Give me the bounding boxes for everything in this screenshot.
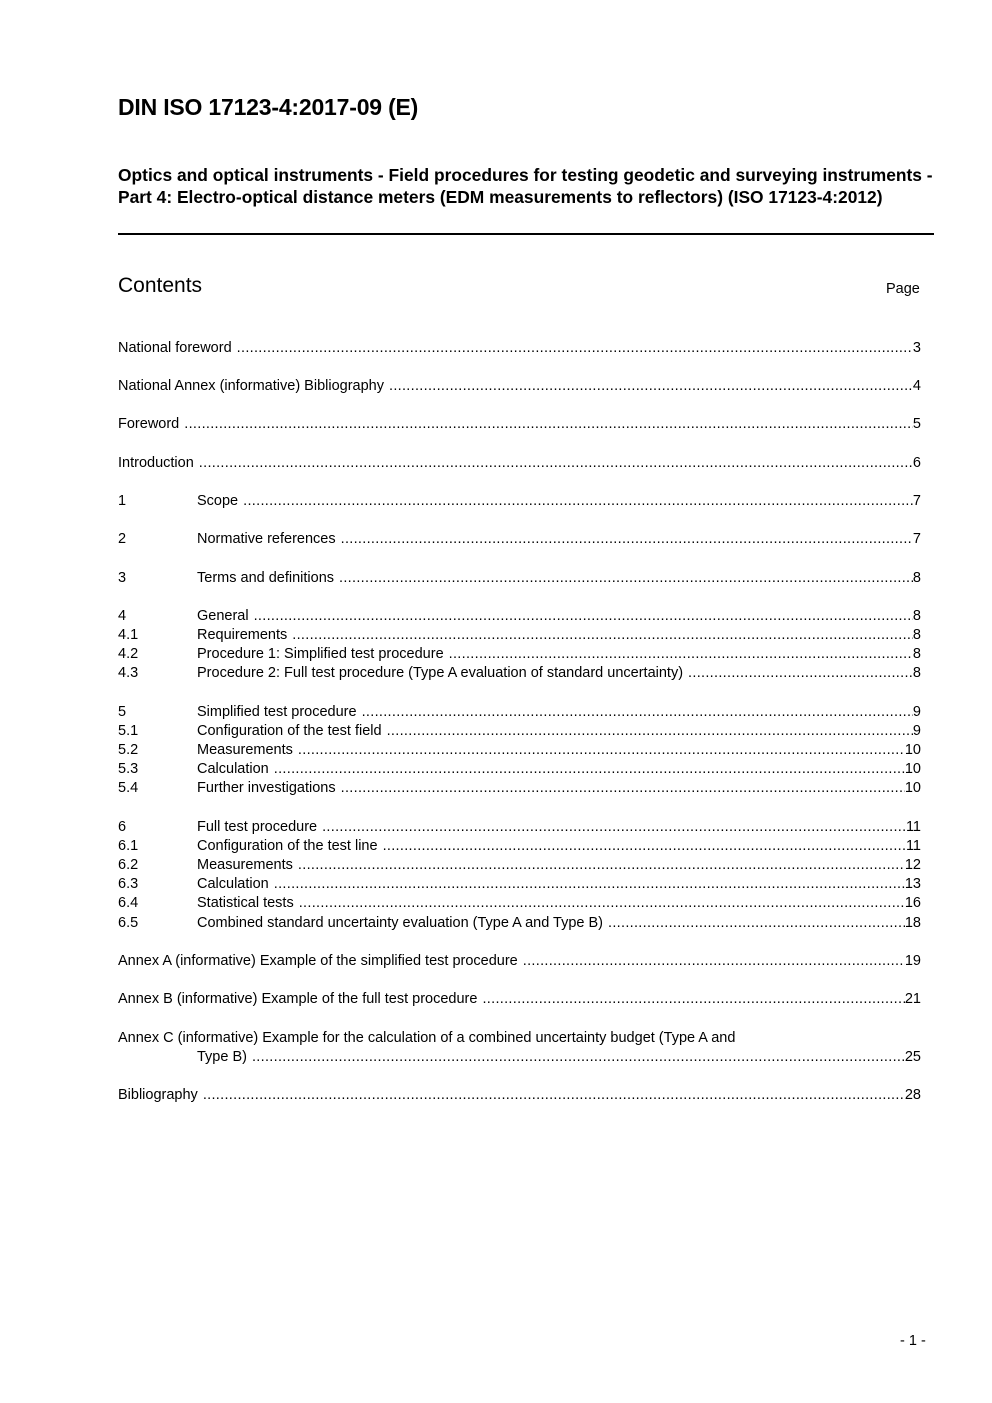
toc-page: 8 <box>912 570 921 586</box>
toc-label: Measurements <box>197 742 293 758</box>
toc-entry-4-1[interactable] <box>118 626 921 645</box>
toc-leader <box>254 607 913 626</box>
toc-leader <box>274 875 905 894</box>
toc-entry-annex-a[interactable] <box>118 952 921 971</box>
toc-label: Introduction <box>118 455 194 471</box>
toc-number: 6.3 <box>118 876 139 892</box>
toc-label: Calculation <box>197 876 269 892</box>
toc-label: National foreword <box>118 340 232 356</box>
toc-number: 6.1 <box>118 838 139 854</box>
toc-entry-5[interactable] <box>118 703 921 722</box>
toc-label: Terms and definitions <box>197 570 335 586</box>
toc-number: 6.4 <box>118 895 139 911</box>
toc-page: 21 <box>904 991 921 1007</box>
toc-page: 10 <box>904 780 921 796</box>
title-divider <box>118 233 934 235</box>
toc-entry-national-foreword[interactable] <box>118 339 921 358</box>
toc-page: 4 <box>912 378 921 394</box>
toc-entry-5-4[interactable] <box>118 779 921 798</box>
document-title: Optics and optical instruments - Field procedures for testing geodetic and surveying instruments - Part 4: Electro-optical distance meters (EDM measurements to reflectors) (ISO 17123-4:2012) <box>118 165 933 207</box>
toc-number: 1 <box>118 493 127 509</box>
contents-heading: Contents <box>118 274 203 297</box>
toc-label: Configuration of the test field <box>197 723 382 739</box>
toc-page: 9 <box>912 704 921 720</box>
document-id: DIN ISO 17123-4:2017-09 (E) <box>118 94 419 120</box>
toc-label: Requirements <box>197 627 288 643</box>
toc-entry-6-2[interactable] <box>118 856 921 875</box>
toc-entry-annex-c-line2[interactable] <box>118 1048 921 1067</box>
toc-page: 8 <box>912 608 921 624</box>
toc-number: 5.1 <box>118 723 139 739</box>
toc-number: 4 <box>118 608 127 624</box>
toc-entry-6-1[interactable] <box>118 837 921 856</box>
toc-leader <box>298 856 905 875</box>
toc-entry-annex-c-line1[interactable] <box>118 1029 921 1048</box>
toc-label: Combined standard uncertainty evaluation (Type A and Type B) <box>197 915 603 931</box>
toc-leader <box>387 722 913 741</box>
toc-leader <box>688 664 913 683</box>
toc-label: Bibliography <box>118 1087 198 1103</box>
toc-page: 9 <box>912 723 921 739</box>
toc-entry-foreword[interactable] <box>118 415 921 434</box>
toc-page: 8 <box>912 665 921 681</box>
toc-label: Further investigations <box>197 780 336 796</box>
toc-label: Measurements <box>197 857 293 873</box>
toc-leader <box>383 837 906 856</box>
toc-page: 5 <box>912 416 921 432</box>
toc-entry-national-annex[interactable] <box>118 377 921 396</box>
toc-leader <box>608 914 905 933</box>
toc-leader <box>299 894 905 913</box>
toc-leader <box>237 339 913 358</box>
toc-page: 8 <box>912 646 921 662</box>
toc-page: 11 <box>905 819 921 835</box>
toc-label: Statistical tests <box>197 895 294 911</box>
toc-leader <box>199 454 913 473</box>
toc-leader <box>322 818 906 837</box>
toc-label: Annex B (informative) Example of the full test procedure <box>118 991 478 1007</box>
toc-entry-5-2[interactable] <box>118 741 921 760</box>
toc-page: 11 <box>905 838 921 854</box>
toc-entry-6[interactable] <box>118 818 921 837</box>
page-column-heading: Page <box>886 281 920 297</box>
toc-entry-bibliography[interactable] <box>118 1086 921 1105</box>
toc-leader <box>298 741 905 760</box>
toc-leader <box>523 952 905 971</box>
toc-page: 13 <box>904 876 921 892</box>
toc-number: 5 <box>118 704 127 720</box>
toc-leader <box>341 779 905 798</box>
toc-page: 25 <box>904 1049 921 1065</box>
toc-entry-4[interactable] <box>118 607 921 626</box>
toc-page: 7 <box>912 531 921 547</box>
toc-number: 2 <box>118 531 127 547</box>
toc-number: 6 <box>118 819 127 835</box>
toc-label: National Annex (informative) Bibliography <box>118 378 384 394</box>
toc-leader <box>252 1048 905 1067</box>
toc-entry-annex-b[interactable] <box>118 990 921 1009</box>
toc-label: Configuration of the test line <box>197 838 378 854</box>
toc-label: General <box>197 608 249 624</box>
toc-number: 4.3 <box>118 665 139 681</box>
toc-page: 6 <box>912 455 921 471</box>
toc-label: Calculation <box>197 761 269 777</box>
toc-page: 8 <box>912 627 921 643</box>
toc-number: 5.3 <box>118 761 139 777</box>
toc-leader <box>341 530 913 549</box>
toc-leader <box>184 415 913 434</box>
toc-number: 6.5 <box>118 915 139 931</box>
toc-leader <box>482 990 904 1009</box>
toc-entry-4-3[interactable] <box>118 664 921 683</box>
toc-entry-3[interactable] <box>118 569 921 588</box>
toc-leader <box>389 377 913 396</box>
toc-entry-2[interactable] <box>118 530 921 549</box>
toc-leader <box>292 626 913 645</box>
toc-label: Full test procedure <box>197 819 318 835</box>
toc-page: 10 <box>904 761 921 777</box>
toc-entry-6-5[interactable] <box>118 914 921 933</box>
toc-leader <box>203 1086 905 1105</box>
toc-page: 12 <box>904 857 921 873</box>
toc-page: 19 <box>904 953 921 969</box>
toc-page: 7 <box>912 493 921 509</box>
toc-label: Foreword <box>118 416 180 432</box>
toc-page: 18 <box>904 915 921 931</box>
toc-label: Procedure 2: Full test procedure (Type A evaluation of standard uncertainty) <box>197 665 684 681</box>
toc-page: 3 <box>912 340 921 356</box>
toc-label: Simplified test procedure <box>197 704 357 720</box>
toc-label: Procedure 1: Simplified test procedure <box>197 646 444 662</box>
toc-page: 16 <box>904 895 921 911</box>
toc-entry-5-3[interactable] <box>118 760 921 779</box>
toc-number: 3 <box>118 570 127 586</box>
toc-number: 6.2 <box>118 857 139 873</box>
toc-page: 10 <box>904 742 921 758</box>
toc-page: 28 <box>904 1087 921 1103</box>
toc-entry-5-1[interactable] <box>118 722 921 741</box>
toc-entry-1[interactable] <box>118 492 921 511</box>
toc-number: 5.4 <box>118 780 139 796</box>
page-number: - 1 - <box>900 1333 926 1349</box>
toc-number: 4.1 <box>118 627 139 643</box>
toc-label: Normative references <box>197 531 336 547</box>
toc-number: 4.2 <box>118 646 139 662</box>
toc-entry-introduction[interactable] <box>118 454 921 473</box>
toc-entry-6-4[interactable] <box>118 894 921 913</box>
toc-label: Annex A (informative) Example of the simplified test procedure <box>118 953 518 969</box>
toc-leader <box>362 703 913 722</box>
toc-label-continuation: Type B) <box>197 1049 247 1065</box>
toc-entry-6-3[interactable] <box>118 875 921 894</box>
toc-leader <box>243 492 913 511</box>
toc-number: 5.2 <box>118 742 139 758</box>
toc-label: Scope <box>197 493 239 509</box>
toc-label: Annex C (informative) Example for the calculation of a combined uncertainty budget (Type A and <box>118 1030 736 1046</box>
toc-leader <box>339 569 913 588</box>
toc-entry-4-2[interactable] <box>118 645 921 664</box>
toc-leader <box>274 760 905 779</box>
toc-leader <box>449 645 913 664</box>
